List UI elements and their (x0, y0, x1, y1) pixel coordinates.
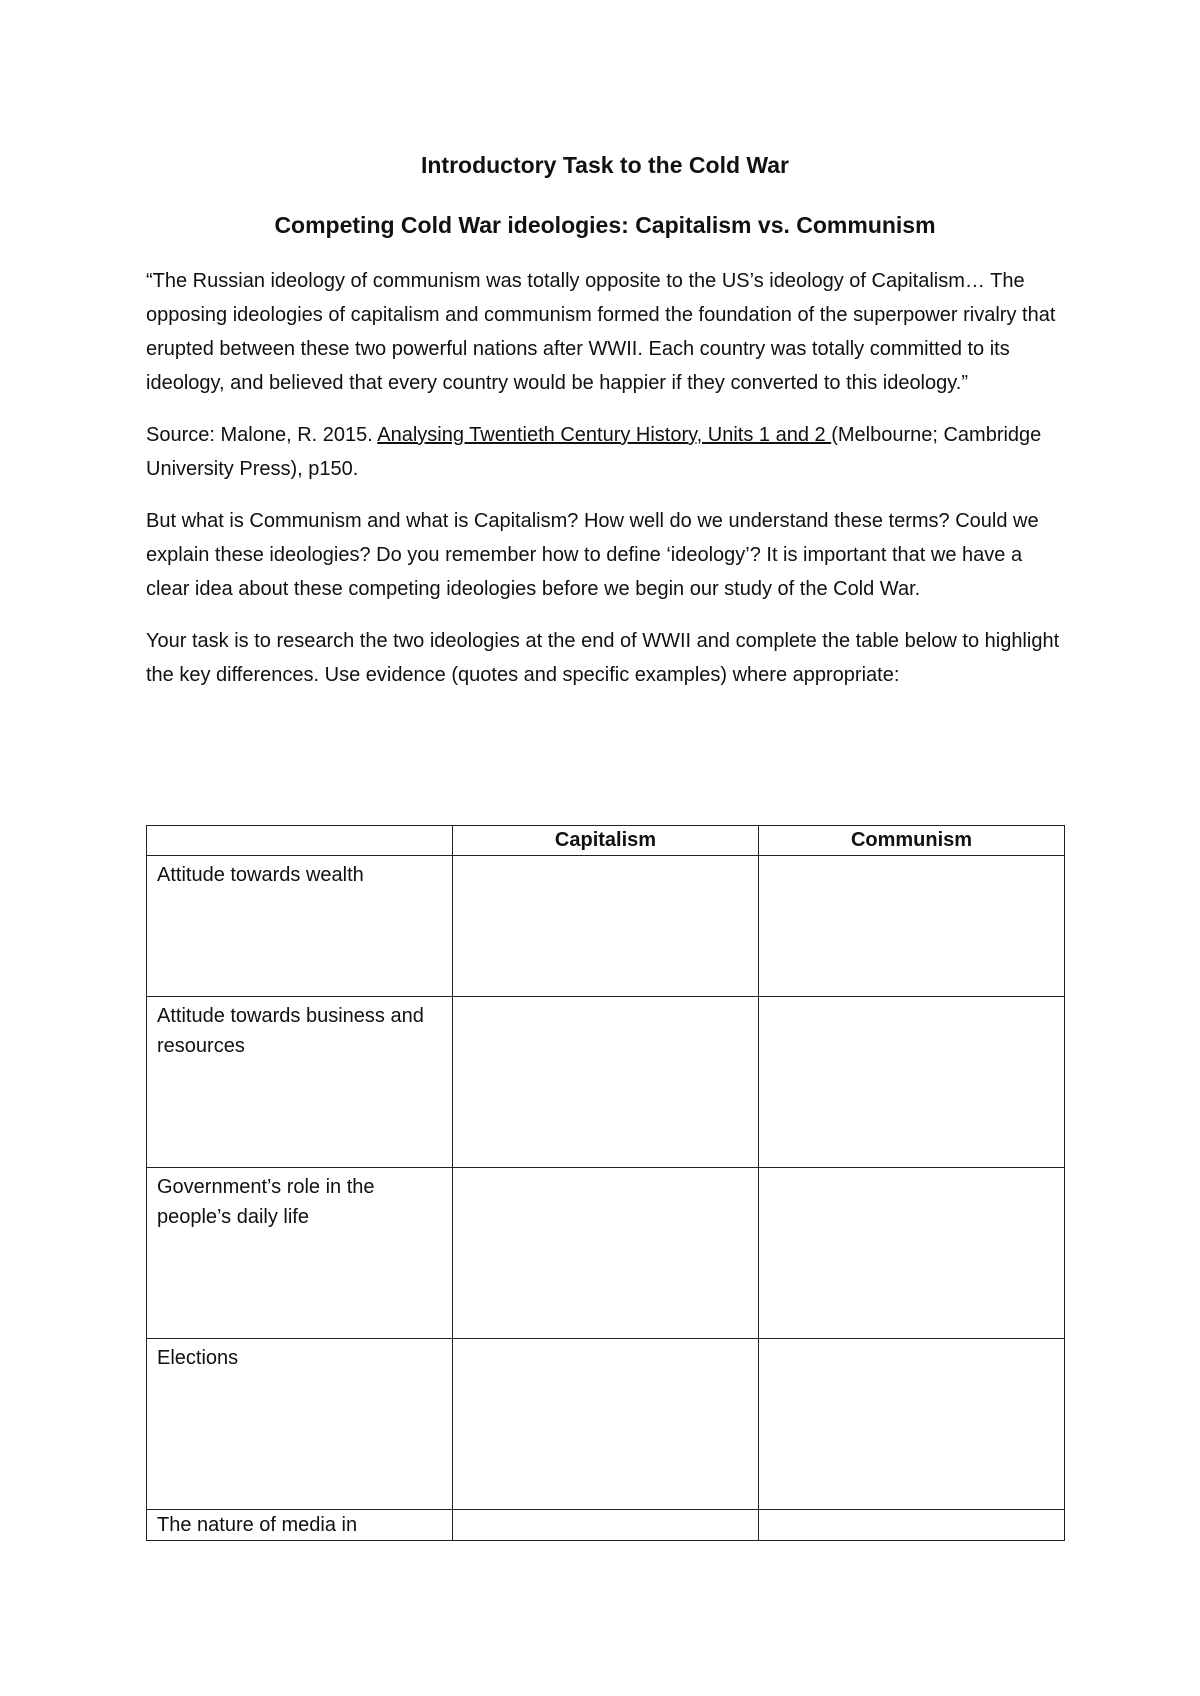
table-row (147, 1168, 1065, 1339)
table-header-empty (147, 826, 453, 856)
capitalism-answer-cell[interactable] (453, 1510, 759, 1541)
capitalism-answer-cell[interactable] (453, 1168, 759, 1339)
comparison-table (146, 825, 1065, 1541)
document-body (146, 150, 1064, 710)
row-label: Attitude towards wealth (147, 856, 453, 997)
row-label: Government’s role in the people’s daily life (147, 1168, 453, 1339)
table-row (147, 997, 1065, 1168)
capitalism-answer-cell[interactable] (453, 1339, 759, 1510)
document-title: Introductory Task to the Cold War (420, 152, 789, 178)
source-suffix: (Melbourne; Cambridge University Press), p150. (146, 424, 1042, 480)
source-prefix: Source: Malone, R. 2015. (146, 424, 378, 446)
document-subtitle: Competing Cold War ideologies: Capitalism vs. Communism (274, 212, 936, 238)
row-label: Elections (147, 1339, 453, 1510)
communism-answer-cell[interactable] (759, 1339, 1065, 1510)
table-row (147, 1510, 1065, 1541)
task-paragraph: Your task is to research the two ideologies at the end of WWII and complete the table below to highlight the key differences. Use evidence (quotes and specific examples) where appropriate: (146, 630, 1060, 686)
table-row (147, 1339, 1065, 1510)
table-header-row (147, 826, 1065, 856)
communism-answer-cell[interactable] (759, 856, 1065, 997)
communism-answer-cell[interactable] (759, 997, 1065, 1168)
capitalism-answer-cell[interactable] (453, 856, 759, 997)
row-label: Attitude towards business and resources (147, 997, 453, 1168)
question-paragraph: But what is Communism and what is Capitalism? How well do we understand these terms? Could we explain these ideologies? Do you remember how to define ‘ideology’? It is important that we have a clear idea about these competing ideologies before we begin our study of the Cold War. (146, 510, 1039, 600)
source-book-title: Analysing Twentieth Century History, Units 1 and 2 (377, 424, 832, 446)
source-citation (146, 418, 1064, 486)
communism-answer-cell[interactable] (759, 1168, 1065, 1339)
table-header-communism: Communism (759, 826, 1065, 856)
row-label: The nature of media in (147, 1510, 453, 1541)
table-header-capitalism: Capitalism (453, 826, 759, 856)
communism-answer-cell[interactable] (759, 1510, 1065, 1541)
table-row (147, 856, 1065, 997)
capitalism-answer-cell[interactable] (453, 997, 759, 1168)
quote-paragraph: “The Russian ideology of communism was totally opposite to the US’s ideology of Capitalism… The opposing ideologies of capitalism and communism formed the foundation of the superpower rivalry that erupted between these two powerful nations after WWII. Each country was totally committed to its ideology, and believed that every country would be happier if they converted to this ideology.” (146, 270, 1056, 394)
